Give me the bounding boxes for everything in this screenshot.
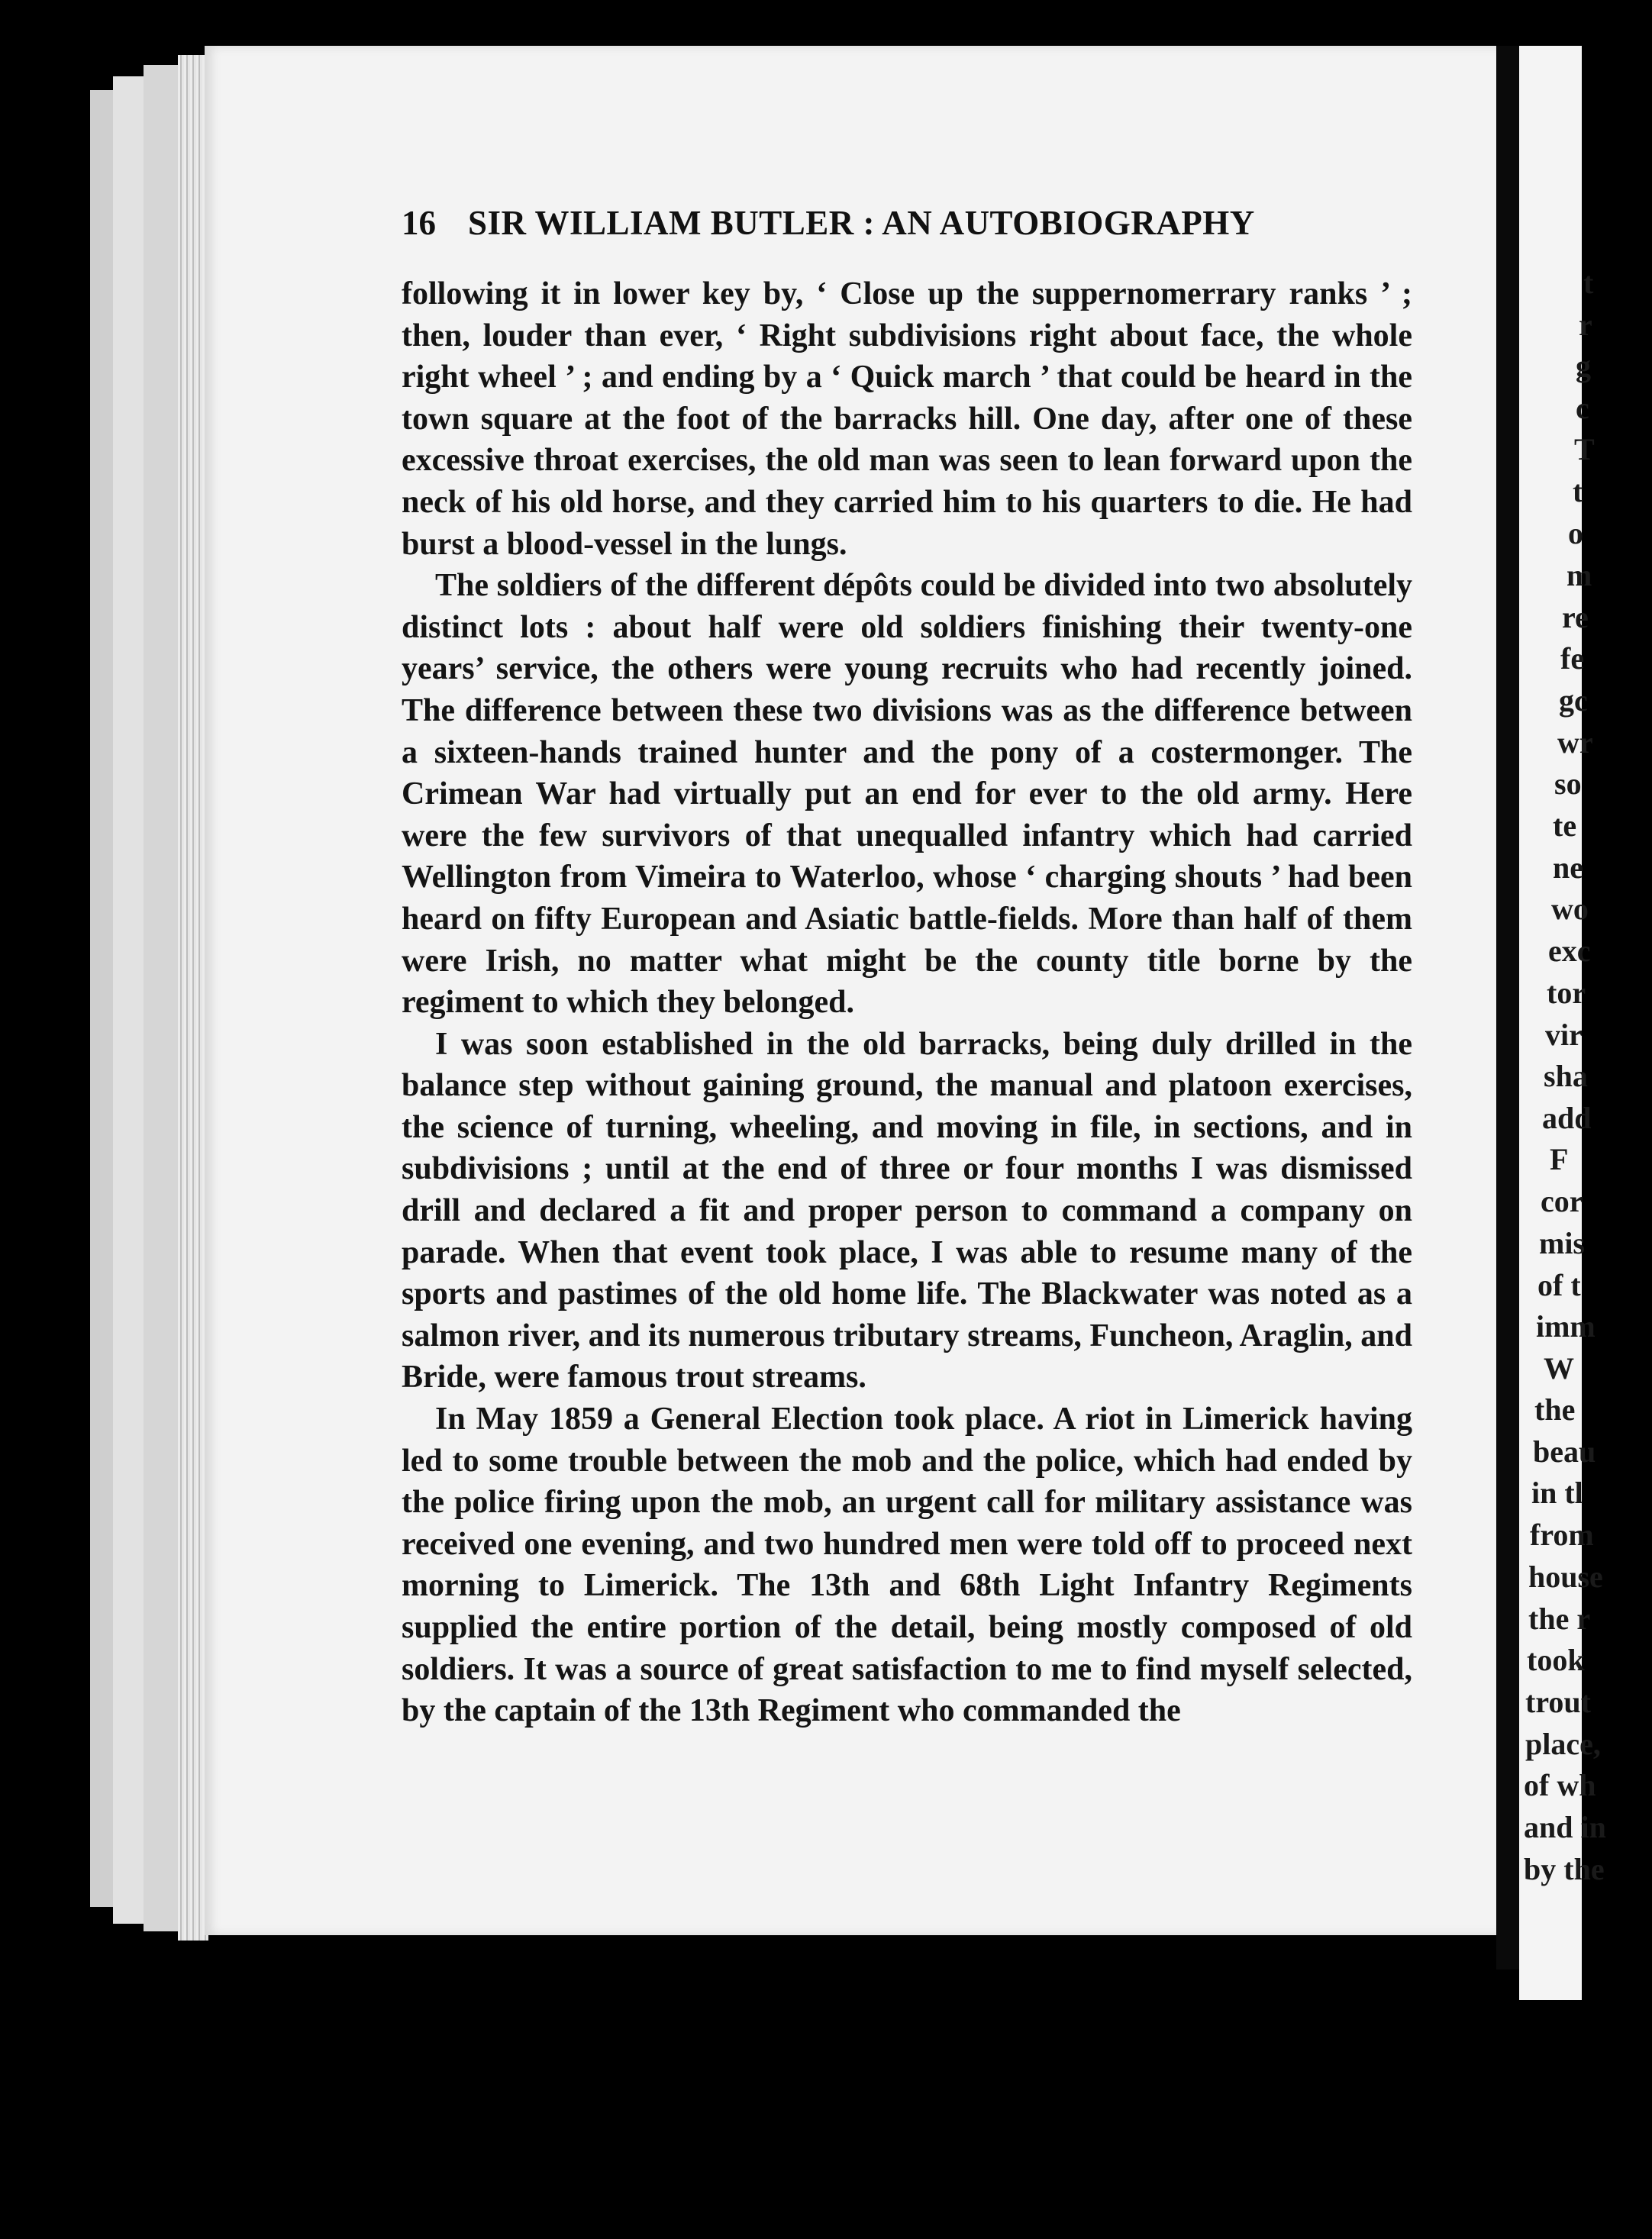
facing-page-fragment: re [1562, 600, 1589, 634]
facing-page-fragment: te [1553, 808, 1577, 843]
facing-page-fragment: o [1568, 516, 1583, 550]
facing-page-fragment: and in [1524, 1810, 1606, 1844]
facing-page-fragment: tor [1547, 976, 1586, 1010]
page-edge [113, 76, 144, 1924]
facing-page-fragment: in tl [1531, 1476, 1583, 1510]
facing-page-fragment: so [1554, 766, 1582, 801]
paragraph: following it in lower key by, ‘ Close up the suppernomerrary ranks ’ ; then, louder than ever, ‘ Right subdivisions right about face, the whole right wheel ’ ; and ending by a ‘ Quick march ’ that could be heard in the town square at the foot of the barracks hill. One day, after one of these excessive throat exercises, the old man was seen to lean forward upon the neck of his old horse, and they carried him to his quarters to die. He had burst a blood-vessel in the lungs. [402, 276, 1412, 562]
paragraph: I was soon established in the old barracks, being duly drilled in the balance step without gaining ground, the manual and platoon exercises, the science of turning, wheeling, and moving in file, in sections, and in subdivisions ; until at the end of three or four months I was dismissed drill and declared a fit and proper person to command a company on parade. When that event took place, I was able to resume many of the sports and pastimes of the old home life. The Blackwater was noted as a salmon river, and its numerous tributary streams, Funcheon, Araglin, and Bride, were famous trout streams. [402, 1026, 1412, 1395]
facing-page-fragment: trout [1525, 1685, 1591, 1719]
facing-page-fragment: fe [1560, 641, 1585, 676]
facing-page-fragment: of t [1537, 1268, 1581, 1302]
book-gutter [1496, 46, 1519, 1970]
facing-page-fragment: t [1583, 266, 1594, 300]
paragraph: In May 1859 a General Election took place. A riot in Limerick having led to some trouble between the mob and the police, which had ended by the police firing upon the mob, an urgent call for military assistance was received one evening, and two hundred men were told off to proceed next morning to Limerick. The 13th and 68th Light Infantry Regiments supplied the entire portion of the detail, being mostly composed of old soldiers. It was a source of great satisfaction to me to find myself selected, by the captain of the 13th Regiment who commanded the [402, 1402, 1412, 1729]
facing-page-fragment: F [1550, 1142, 1569, 1176]
facing-page-fragment: m [1566, 558, 1592, 592]
page-edge [90, 90, 113, 1907]
facing-page-fragment: cor [1541, 1184, 1583, 1218]
facing-page-fragment: of wh [1524, 1768, 1596, 1802]
facing-page-fragment: add [1542, 1101, 1592, 1135]
facing-page-fragment: the [1534, 1392, 1576, 1427]
facing-page-fragment: mis [1539, 1226, 1585, 1260]
facing-page-fragment: the r [1528, 1602, 1591, 1636]
facing-page-fragment: T [1574, 432, 1595, 466]
book-title: SIR WILLIAM BUTLER : AN AUTOBIOGRAPHY [468, 204, 1255, 242]
page-number: 16 [402, 204, 436, 242]
running-head [402, 203, 1425, 256]
page-edge [144, 65, 178, 1931]
facing-page-fragment: c [1576, 391, 1589, 425]
facing-page-fragment: exc [1548, 934, 1591, 968]
facing-page-fragment: imm [1536, 1309, 1596, 1344]
facing-page [1519, 46, 1606, 2000]
facing-page-fragment: sha [1544, 1059, 1588, 1093]
facing-page-fragment: W [1544, 1351, 1574, 1386]
facing-page-fragment: t [1573, 474, 1583, 508]
facing-page-fragment: gc [1559, 683, 1588, 718]
page-edge [178, 55, 208, 1941]
paragraph: The soldiers of the different dépôts could be divided into two absolutely distinct lots : about half were old soldiers finishing their twenty-one years’ service, the others were young recruits who had recently joined. The difference between these two divisions was as the difference between a sixteen-hands trained hunter and the pony of a costermonger. The Crimean War had virtually put an end for ever to the old army. Here were the few survivors of that unequalled infantry which had carried Wellington from Vimeira to Waterloo, whose ‘ charging shouts ’ had been heard on fifty European and Asiatic battle-fields. More than half of them were Irish, no matter what might be the county title borne by the regiment to which they belonged. [402, 568, 1412, 1021]
facing-page-fragment: vir [1545, 1018, 1583, 1052]
facing-page-fragment: took [1527, 1643, 1585, 1677]
facing-page-fragment: r [1579, 308, 1592, 342]
body-text [402, 273, 1412, 1732]
facing-page-fragment: house [1528, 1560, 1603, 1594]
facing-page-fragment: wr [1557, 725, 1593, 760]
facing-page-fragment: beau [1533, 1434, 1596, 1469]
facing-page-fragment: wo [1551, 892, 1589, 926]
facing-page-fragment: ne [1553, 850, 1583, 885]
facing-page-fragment: place, [1525, 1727, 1601, 1761]
facing-page-fragment: by the [1524, 1852, 1605, 1886]
facing-page-fragment: g [1576, 349, 1591, 383]
facing-page-fragment: from [1530, 1518, 1594, 1552]
